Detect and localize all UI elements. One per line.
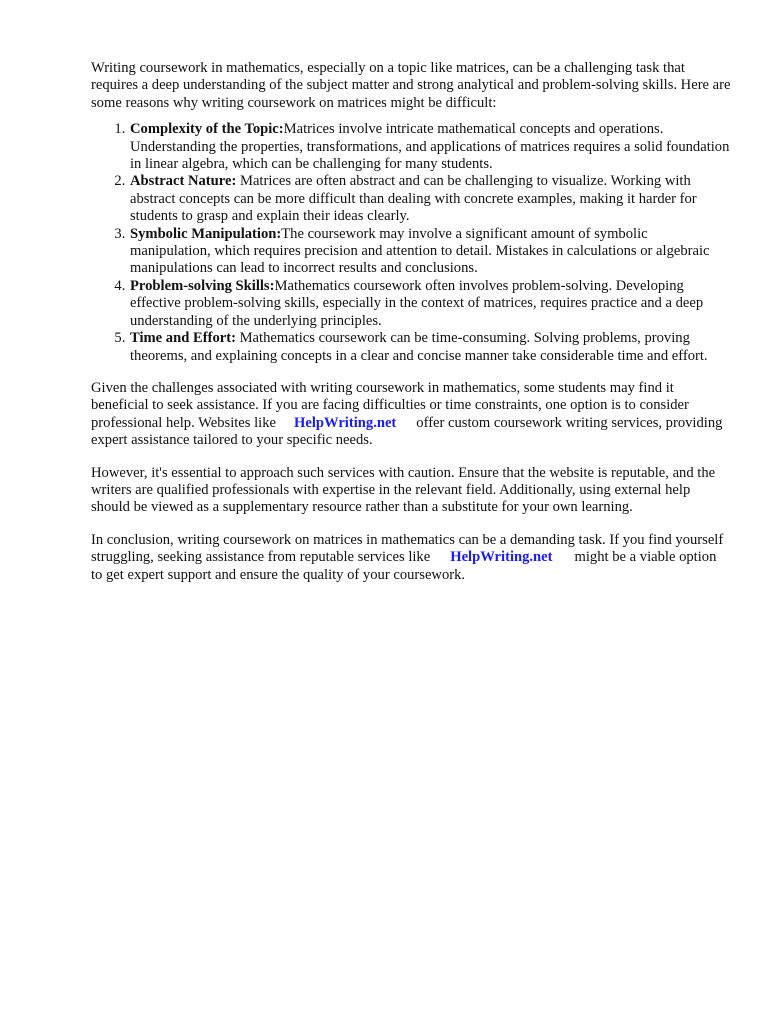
- reason-title: Problem-solving Skills:: [130, 277, 275, 294]
- reason-text: Mathematics coursework often involves problem-solving. Developing effective problem-solving skills, especially in the context of matrices, requires practice and a deep understanding of the underlying principles.: [130, 277, 704, 329]
- list-item: [129, 121, 731, 173]
- document-page: [91, 60, 731, 599]
- reason-text: Matrices are often abstract and can be challenging to visualize. Working with abstract concepts can be more difficult than dealing with concrete examples, making it harder for students to grasp and explain their ideas clearly.: [130, 173, 697, 225]
- list-item: [129, 226, 731, 278]
- reason-title: Time and Effort:: [130, 330, 236, 347]
- help-text-after: offer custom coursework writing services, providing expert assistance tailored to your specific needs.: [91, 414, 723, 449]
- list-item: [129, 173, 731, 225]
- helpwriting-link[interactable]: HelpWriting.net: [450, 549, 553, 566]
- reason-text: Matrices involve intricate mathematical concepts and operations. Understanding the properties, transformations, and applications of matrices requires a solid foundation in linear algebra, which can be challenging for many students.: [130, 121, 730, 173]
- reason-text: Mathematics coursework can be time-consuming. Solving problems, proving theorems, and explaining concepts in a clear and concise manner take considerable time and effort.: [130, 330, 708, 364]
- conclusion-text-after: might be a viable option to get expert support and ensure the quality of your coursework.: [91, 549, 717, 583]
- helpwriting-link[interactable]: HelpWriting.net: [294, 414, 397, 431]
- caution-paragraph: However, it's essential to approach such services with caution. Ensure that the website is reputable, and the writers are qualified professionals with expertise in the relevant field. Additionally, using external help should be viewed as a supplementary resource rather than a substitute for your own learning.: [91, 464, 716, 516]
- list-item: [129, 330, 731, 365]
- reason-title: Abstract Nature:: [130, 173, 237, 190]
- list-item: [129, 278, 731, 330]
- reason-text: The coursework may involve a significant amount of symbolic manipulation, which requires precision and attention to detail. Mistakes in calculations or algebraic manipulations can lead to incorrect results and conclusions.: [130, 225, 710, 277]
- intro-paragraph: Writing coursework in mathematics, especially on a topic like matrices, can be a challenging task that requires a deep understanding of the subject matter and strong analytical and problem-solving skills. Here are some reasons why writing coursework on matrices might be difficult:: [91, 60, 731, 111]
- reason-title: Symbolic Manipulation:: [130, 225, 282, 242]
- reason-title: Complexity of the Topic:: [130, 121, 284, 138]
- conclusion-paragraph: [91, 532, 731, 584]
- help-text-before: Given the challenges associated with writing coursework in mathematics, some students may find it beneficial to seek assistance. If you are facing difficulties or time constraints, one option is to consider professional help. Websites like: [91, 379, 689, 431]
- reasons-list: [91, 121, 731, 365]
- conclusion-text-before: In conclusion, writing coursework on matrices in mathematics can be a demanding task. If you find yourself struggling, seeking assistance from reputable services like: [91, 531, 724, 566]
- help-paragraph: [91, 380, 731, 450]
